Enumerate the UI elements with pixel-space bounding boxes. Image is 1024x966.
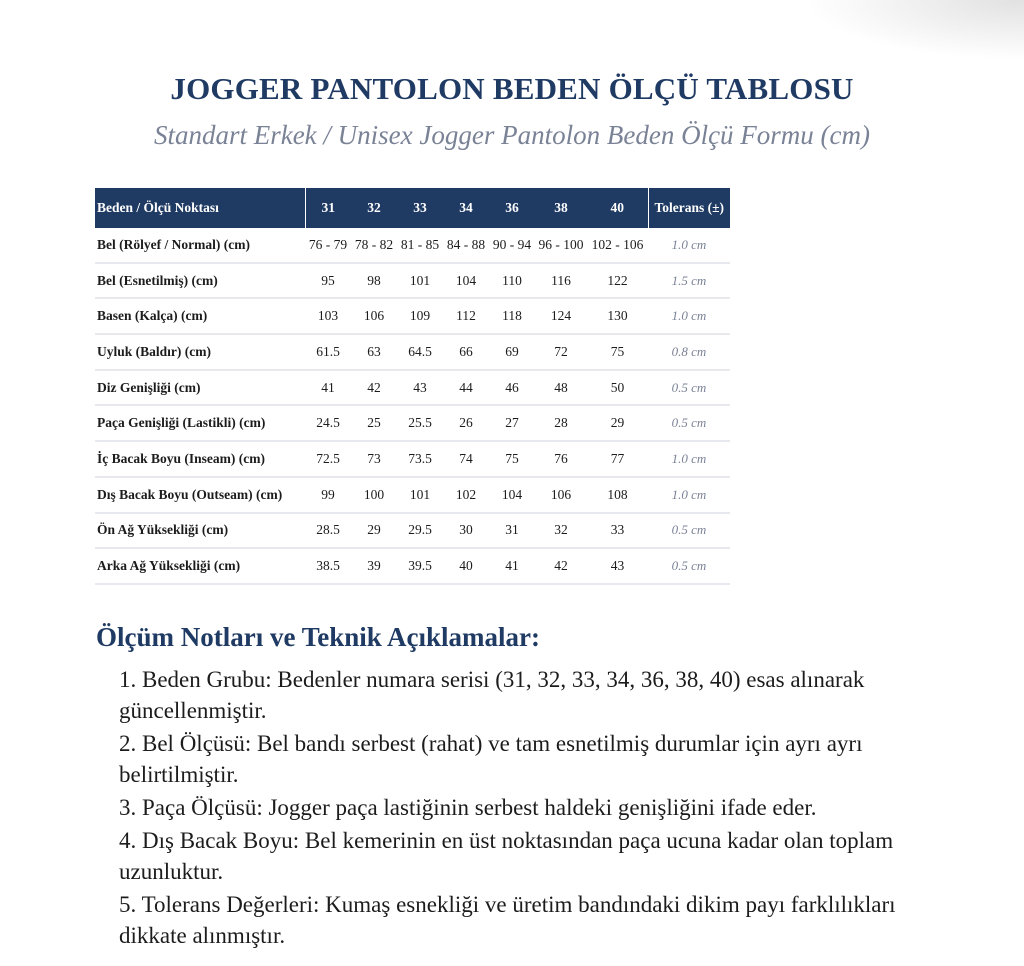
table-cell: 72.5 xyxy=(305,441,351,477)
tolerance-cell: 0.8 cm xyxy=(648,334,730,370)
table-cell: 76 xyxy=(535,441,587,477)
table-cell: 100 xyxy=(351,477,397,513)
tolerance-cell: 1.0 cm xyxy=(648,228,730,263)
table-cell: 27 xyxy=(489,405,535,441)
row-label: Bel (Esnetilmiş) (cm) xyxy=(95,263,305,299)
table-cell: 26 xyxy=(443,405,489,441)
table-row xyxy=(95,477,730,513)
row-label: Paça Genişliği (Lastikli) (cm) xyxy=(95,405,305,441)
table-cell: 75 xyxy=(587,334,648,370)
table-cell: 42 xyxy=(535,548,587,584)
table-cell: 110 xyxy=(489,263,535,299)
table-cell: 98 xyxy=(351,263,397,299)
table-cell: 74 xyxy=(443,441,489,477)
table-cell: 44 xyxy=(443,370,489,406)
notes-list xyxy=(119,664,919,953)
table-cell: 39 xyxy=(351,548,397,584)
tolerance-cell: 0.5 cm xyxy=(648,405,730,441)
header-cell: 38 xyxy=(535,188,587,228)
row-label: Uyluk (Baldır) (cm) xyxy=(95,334,305,370)
table-cell: 29 xyxy=(351,513,397,549)
tolerance-cell: 1.0 cm xyxy=(648,441,730,477)
header-cell: Tolerans (±) xyxy=(648,188,730,228)
table-cell: 41 xyxy=(489,548,535,584)
tolerance-cell: 1.5 cm xyxy=(648,263,730,299)
tolerance-cell: 1.0 cm xyxy=(648,477,730,513)
row-label: İç Bacak Boyu (Inseam) (cm) xyxy=(95,441,305,477)
tolerance-cell: 1.0 cm xyxy=(648,298,730,334)
table-cell: 104 xyxy=(489,477,535,513)
table-cell: 46 xyxy=(489,370,535,406)
table-cell: 102 xyxy=(443,477,489,513)
table-cell: 33 xyxy=(587,513,648,549)
table-header-row xyxy=(95,188,730,228)
tolerance-cell: 0.5 cm xyxy=(648,513,730,549)
table-cell: 106 xyxy=(535,477,587,513)
table-cell: 28 xyxy=(535,405,587,441)
table-cell: 69 xyxy=(489,334,535,370)
table-cell: 43 xyxy=(397,370,443,406)
note-item: 5. Tolerans Değerleri: Kumaş esnekliği ve üretim bandındaki dikim payı farklılıkları dikkate alınmıştır. xyxy=(119,892,896,948)
table-cell: 63 xyxy=(351,334,397,370)
header-cell: 32 xyxy=(351,188,397,228)
table-cell: 66 xyxy=(443,334,489,370)
tolerance-cell: 0.5 cm xyxy=(648,548,730,584)
size-chart-table xyxy=(95,188,730,585)
page-subtitle: Standart Erkek / Unisex Jogger Pantolon Beden Ölçü Formu (cm) xyxy=(153,120,871,150)
row-label: Bel (Rölyef / Normal) (cm) xyxy=(95,228,305,263)
table-cell: 29 xyxy=(587,405,648,441)
table-cell: 32 xyxy=(535,513,587,549)
note-item: 3. Paça Ölçüsü: Jogger paça lastiğinin serbest haldeki genişliğini ifade eder. xyxy=(119,795,817,820)
table-cell: 102 - 106 xyxy=(587,228,648,263)
table-cell: 96 - 100 xyxy=(535,228,587,263)
table-cell: 104 xyxy=(443,263,489,299)
table-cell: 122 xyxy=(587,263,648,299)
table-cell: 72 xyxy=(535,334,587,370)
table-cell: 61.5 xyxy=(305,334,351,370)
table-row xyxy=(95,405,730,441)
header-cell: 36 xyxy=(489,188,535,228)
corner-shadow xyxy=(804,0,1024,60)
table-cell: 25 xyxy=(351,405,397,441)
row-label: Basen (Kalça) (cm) xyxy=(95,298,305,334)
table-cell: 73.5 xyxy=(397,441,443,477)
table-cell: 41 xyxy=(305,370,351,406)
table-cell: 78 - 82 xyxy=(351,228,397,263)
table-cell: 28.5 xyxy=(305,513,351,549)
table-cell: 43 xyxy=(587,548,648,584)
table-cell: 101 xyxy=(397,263,443,299)
row-label: Arka Ağ Yüksekliği (cm) xyxy=(95,548,305,584)
row-label: Dış Bacak Boyu (Outseam) (cm) xyxy=(95,477,305,513)
notes-heading: Ölçüm Notları ve Teknik Açıklamalar: xyxy=(96,622,541,652)
table-cell: 64.5 xyxy=(397,334,443,370)
table-row xyxy=(95,263,730,299)
table-cell: 130 xyxy=(587,298,648,334)
table-row xyxy=(95,441,730,477)
table-cell: 99 xyxy=(305,477,351,513)
table-row xyxy=(95,334,730,370)
table-cell: 73 xyxy=(351,441,397,477)
table-row xyxy=(95,548,730,584)
table-cell: 84 - 88 xyxy=(443,228,489,263)
row-label: Ön Ağ Yüksekliği (cm) xyxy=(95,513,305,549)
note-item: 1. Beden Grubu: Bedenler numara serisi (31, 32, 33, 34, 36, 38, 40) esas alınarak güncellenmiştir. xyxy=(119,667,865,723)
table-cell: 77 xyxy=(587,441,648,477)
header-cell: 33 xyxy=(397,188,443,228)
table-cell: 24.5 xyxy=(305,405,351,441)
table-cell: 75 xyxy=(489,441,535,477)
table-cell: 109 xyxy=(397,298,443,334)
table-cell: 39.5 xyxy=(397,548,443,584)
table-cell: 40 xyxy=(443,548,489,584)
table-cell: 31 xyxy=(489,513,535,549)
table-cell: 48 xyxy=(535,370,587,406)
table-cell: 90 - 94 xyxy=(489,228,535,263)
table-cell: 124 xyxy=(535,298,587,334)
table-row xyxy=(95,513,730,549)
row-label: Diz Genişliği (cm) xyxy=(95,370,305,406)
header-cell: 40 xyxy=(587,188,648,228)
table-cell: 116 xyxy=(535,263,587,299)
table-cell: 95 xyxy=(305,263,351,299)
page-title: JOGGER PANTOLON BEDEN ÖLÇÜ TABLOSU xyxy=(170,71,854,106)
table-cell: 30 xyxy=(443,513,489,549)
header-cell: 34 xyxy=(443,188,489,228)
table-cell: 103 xyxy=(305,298,351,334)
table-row xyxy=(95,298,730,334)
table-cell: 50 xyxy=(587,370,648,406)
table-cell: 118 xyxy=(489,298,535,334)
note-item: 4. Dış Bacak Boyu: Bel kemerinin en üst noktasından paça ucuna kadar olan toplam uzunluktur. xyxy=(119,828,894,884)
table-cell: 108 xyxy=(587,477,648,513)
table-cell: 38.5 xyxy=(305,548,351,584)
tolerance-cell: 0.5 cm xyxy=(648,370,730,406)
header-cell: 31 xyxy=(305,188,351,228)
table-cell: 106 xyxy=(351,298,397,334)
table-cell: 101 xyxy=(397,477,443,513)
table-cell: 29.5 xyxy=(397,513,443,549)
table-row xyxy=(95,370,730,406)
table-cell: 112 xyxy=(443,298,489,334)
note-item: 2. Bel Ölçüsü: Bel bandı serbest (rahat) ve tam esnetilmiş durumlar için ayrı ayrı belirtilmiştir. xyxy=(119,731,863,787)
table-cell: 76 - 79 xyxy=(305,228,351,263)
table-cell: 25.5 xyxy=(397,405,443,441)
header-cell: Beden / Ölçü Noktası xyxy=(95,188,305,228)
table-row xyxy=(95,228,730,263)
table-cell: 42 xyxy=(351,370,397,406)
table-cell: 81 - 85 xyxy=(397,228,443,263)
